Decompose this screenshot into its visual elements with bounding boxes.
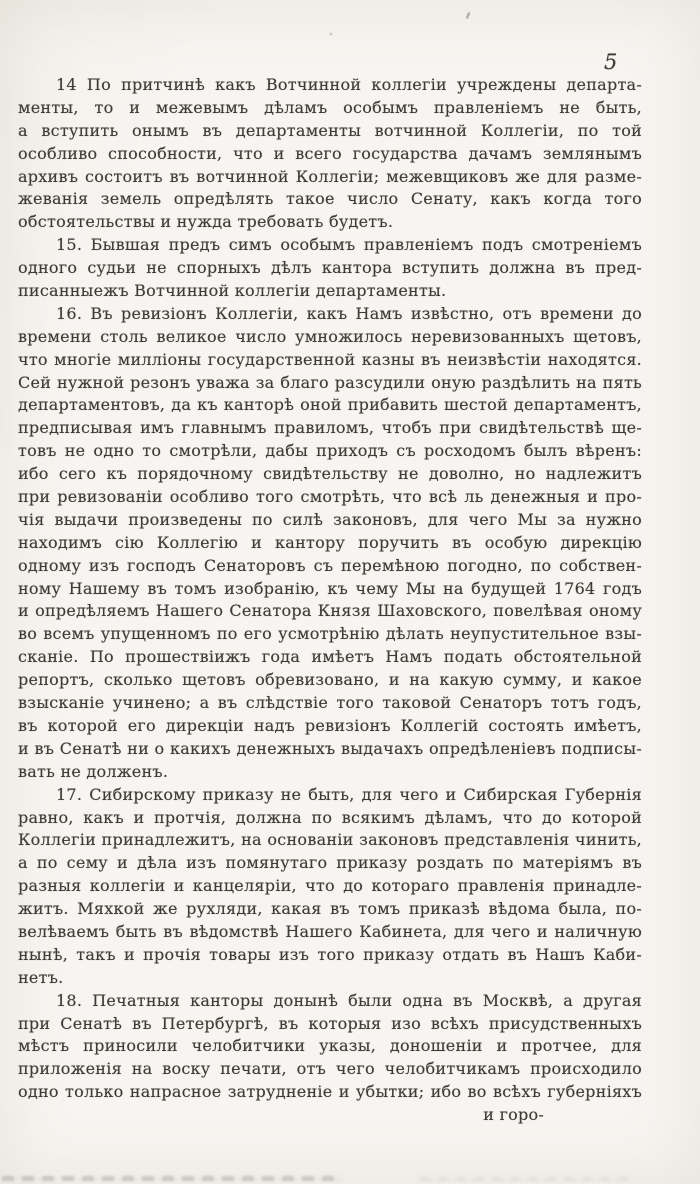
text-line: департаментовъ, да къ канторѣ оной прибавить шестой департаментъ,: [18, 395, 642, 415]
text-line: чія выдачи произведены по силѣ законовъ, для чего Мы за нужно: [18, 509, 642, 529]
text-line: нынѣ, такъ и прочія товары изъ того приказу отдать въ Нашъ Каби-: [18, 944, 642, 964]
text-line: 18. Печатныя канторы донынѣ были одна въ Москвѣ, а другая: [56, 990, 642, 1010]
paragraph-14: [18, 74, 642, 234]
text-line: сканіе. По прошествіижъ года имѣетъ Намъ подать обстоятельной: [18, 647, 642, 667]
text-line: въ которой его дирекціи надъ ревизіонъ Коллегій состоять имѣетъ,: [18, 715, 642, 735]
text-line: во всемъ упущенномъ по его усмотрѣнію дѣлать неупустительное взы-: [18, 624, 642, 644]
text-line: жеванія земель опредѣлять такое число Сенату, какъ когда того: [18, 189, 642, 209]
text-line: одного судьи не спорныхъ дѣлъ кантора вступить должна въ пред-: [18, 258, 642, 278]
text-line: и опредѣляемъ Нашего Сенатора Князя Шаховского, повелѣвая оному: [18, 601, 642, 621]
text-block: [18, 74, 642, 1127]
paragraph-18: [18, 990, 642, 1104]
text-line: писанныежъ Вотчинной коллегіи департаменты.: [18, 281, 447, 301]
scan-smudge: [2, 1176, 342, 1181]
paragraph-16: [18, 303, 642, 784]
text-line: особливо способности, что и всего государства дачамъ землянымъ: [18, 143, 642, 163]
text-line: ному Нашему въ томъ изобранію, къ чему Мы на будущей 1764 годъ: [18, 578, 642, 598]
text-line: Коллегіи принадлежитъ, на основаніи законовъ представленія чинить,: [18, 830, 642, 850]
text-line: взысканіе учинено; а въ слѣдствіе того таковой Сенаторъ тотъ годъ,: [18, 693, 642, 713]
scan-smudge: [420, 1177, 630, 1181]
text-line: товъ не одно то смотрѣли, дабы приходъ съ росходомъ былъ вѣренъ:: [18, 441, 642, 461]
text-line: 17. Сибирскому приказу не быть, для чего и Сибирская Губернія: [56, 784, 642, 804]
text-line: менты, то и межевымъ дѣламъ особымъ правленіемъ не быть,: [18, 97, 642, 117]
text-line: велѣваемъ быть въ вѣдомствѣ Нашего Кабинета, для чего и наличную: [18, 921, 642, 941]
text-line: находимъ сію Коллегію и кантору поручить въ особую дирекцію: [18, 532, 642, 552]
paper-speck: [466, 12, 471, 19]
text-line: приложенія на воску печати, отъ чего челобитчикамъ происходило: [18, 1059, 642, 1079]
text-line: времени столь великое число умножилось неревизованныхъ щетовъ,: [18, 326, 642, 346]
text-line: при Сенатѣ въ Петербургѣ, въ которыя изо всѣхъ присудственныхъ: [18, 1013, 642, 1033]
text-line: архивъ состоитъ въ вотчинной Коллегіи; межевщиковъ же для разме-: [18, 166, 642, 186]
text-line: а по сему и дѣла изъ помянутаго приказу роздать по матеріямъ въ: [18, 853, 642, 873]
text-line: при ревизованіи особливо того смотрѣть, что всѣ ль денежныя и про-: [18, 487, 642, 507]
text-line: а вступить онымъ въ департаменты вотчинной Коллегіи, по той: [18, 120, 642, 140]
text-line: мѣстъ приносили челобитчики указы, доношеніи и протчее, для: [18, 1036, 642, 1056]
text-line: житъ. Мяхкой же рухляди, какая въ томъ приказѣ вѣдома была, по-: [18, 899, 642, 919]
page-number: 5: [604, 50, 618, 74]
text-line: 16. Въ ревизіонъ Коллегіи, какъ Намъ извѣстно, отъ времени до: [56, 303, 642, 323]
text-line: одному изъ господъ Сенаторовъ съ перемѣною погодно, по собствен-: [18, 555, 642, 575]
paragraph-17: [18, 784, 642, 990]
text-line: репортъ, сколько щетовъ обревизовано, и на какую сумму, и какое: [18, 670, 642, 690]
paragraph-15: [18, 234, 642, 303]
text-line: равно, какъ и протчія, должна по всякимъ дѣламъ, что до которой: [18, 807, 642, 827]
text-line: и въ Сенатѣ ни о какихъ денежныхъ выдачахъ опредѣленіевъ подписы-: [18, 738, 642, 758]
text-line: обстоятельствы и нужда требовать будетъ.: [18, 212, 394, 232]
text-line: 14 По притчинѣ какъ Вотчинной коллегіи учреждены департа-: [56, 75, 642, 94]
text-line: Сей нужной резонъ уважа за благо разсудили оную раздѣлить на пять: [18, 372, 642, 392]
text-line: ибо сего къ порядочному свидѣтельству не доволно, но надлежитъ: [18, 464, 642, 484]
text-line: вать не долженъ.: [18, 761, 169, 781]
text-line: разныя коллегіи и канцеляріи, что до котораго правленія принадле-: [18, 876, 642, 896]
text-line: предписывая имъ главнымъ правиломъ, чтобъ при свидѣтельствѣ ще-: [18, 418, 642, 438]
text-line: что многіе милліоны государственной казны въ неизвѣстіи находятся.: [18, 349, 642, 369]
text-line: 15. Бывшая предъ симъ особымъ правленіемъ подъ смотреніемъ: [56, 235, 642, 255]
catchword: и горо-: [483, 1105, 544, 1125]
paper-speck: [330, 33, 332, 35]
text-line: одно только напрасное затрудненіе и убытки; ибо во всѣхъ губерніяхъ: [18, 1082, 642, 1102]
text-line: нетъ.: [18, 967, 64, 987]
